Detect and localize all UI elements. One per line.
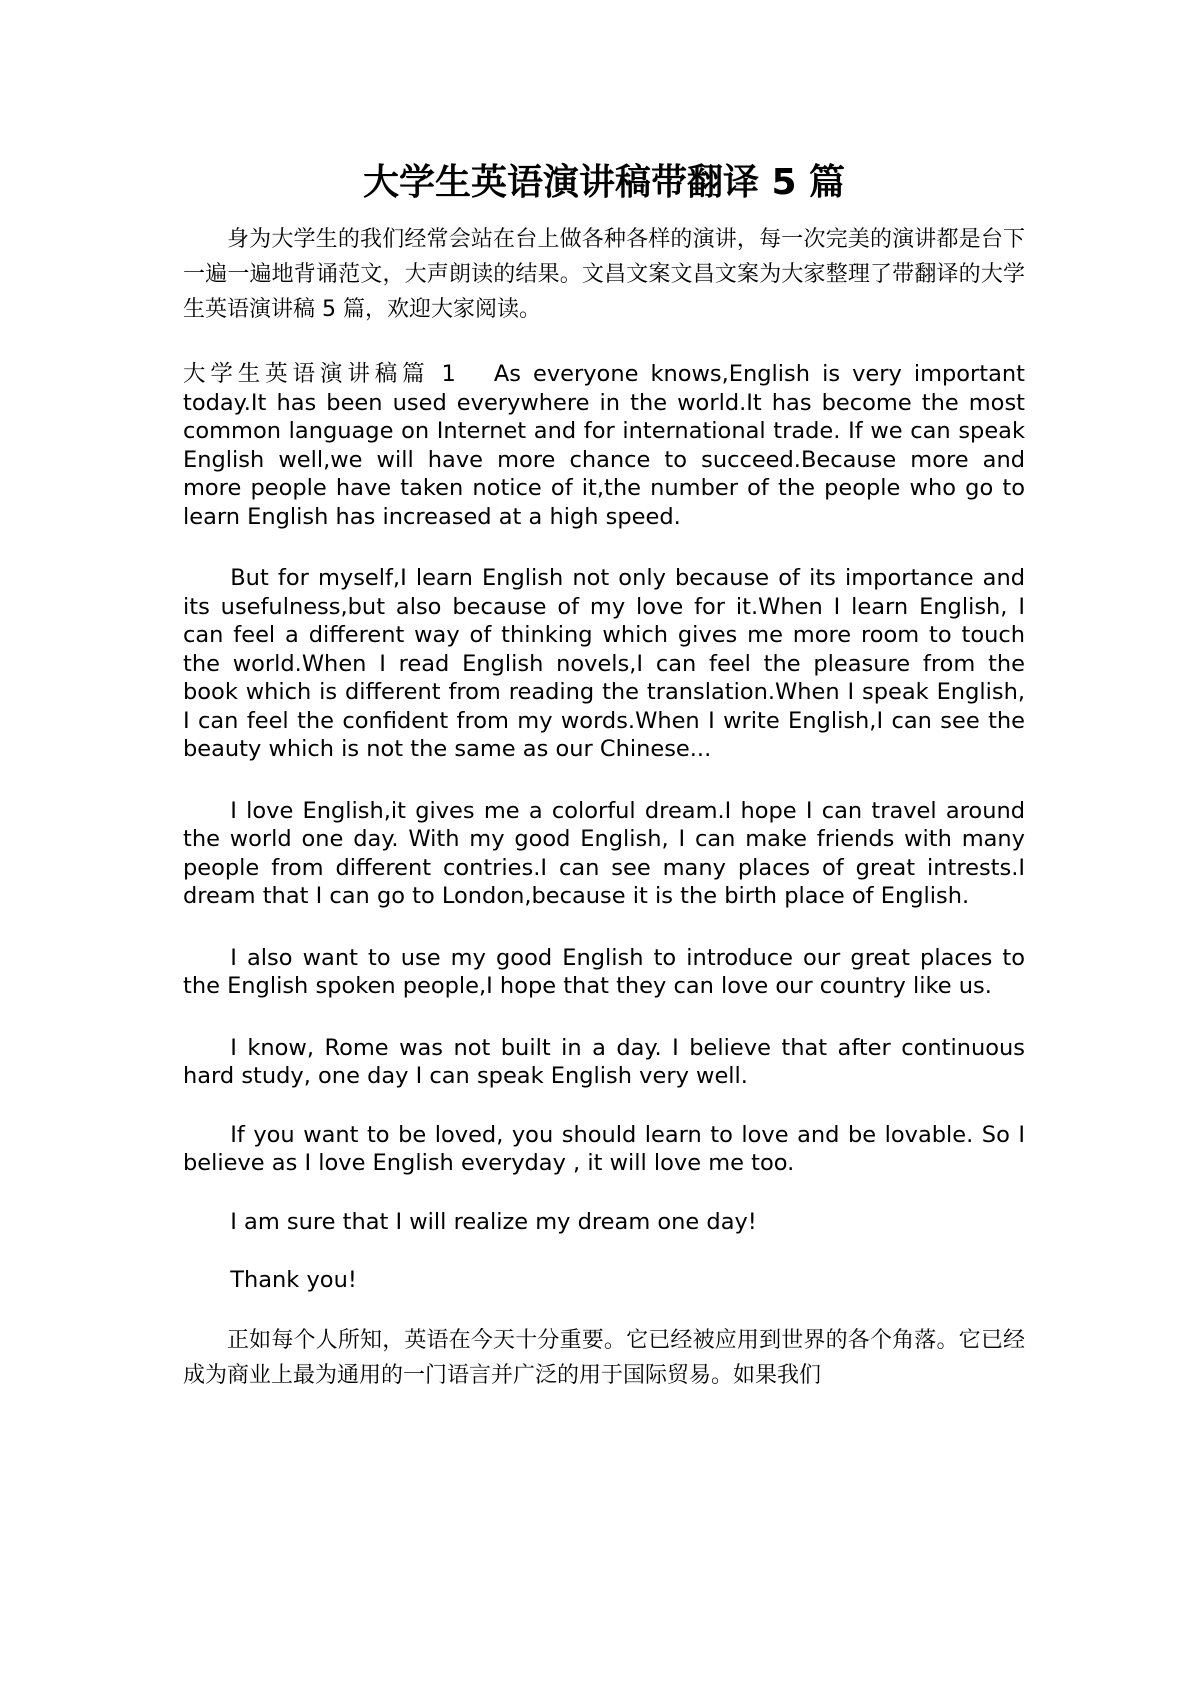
intro-paragraph: 身为大学生的我们经常会站在台上做各种各样的演讲，每一次完美的演讲都是台下一遍一遍地背诵范文，大声朗读的结果。文昌文案文昌文案为大家整理了带翻译的大学生英语演讲稿 5 篇，欢迎大家阅读。 [183, 227, 1025, 322]
speech-paragraph-8: Thank you! [230, 1267, 357, 1293]
section-heading: 大学生英语演讲稿篇 1 [183, 361, 456, 387]
speech-paragraph-2: But for myself,I learn English not only because of its importance and its usefulness,but also because of my love for it.When I learn English, I can feel a different way of thinking which gives me more room to touch the world.When I read English novels,I can feel the pleasure from the book which is different from reading the translation.When I speak English, I can feel the confident from my words.When I write English,I can see the beauty which is not the same as our Chinese... [183, 565, 1025, 762]
speech-paragraph-7: I am sure that I will realize my dream one day! [230, 1208, 757, 1235]
translation-paragraph: 正如每个人所知，英语在今天十分重要。它已经被应用到世界的各个角落。它已经成为商业上最为通用的一门语言并广泛的用于国际贸易。如果我们 [183, 1327, 1025, 1388]
document-page [183, 160, 1025, 1393]
speech-paragraph-5: I know, Rome was not built in a day. I believe that after continuous hard study, one day I can speak English very well. [183, 1034, 1025, 1089]
speech-paragraph-1 [183, 360, 1025, 531]
document-title: 大学生英语演讲稿带翻译 5 篇 [362, 162, 846, 203]
speech-paragraph-4: I also want to use my good English to introduce our great places to the English spoken people,I hope that they can love our country like us. [183, 944, 1025, 999]
speech-paragraph-6: If you want to be loved, you should learn to love and be lovable. So I believe as I love English everyday , it will love me too. [183, 1121, 1025, 1176]
speech-paragraph-3: I love English,it gives me a colorful dream.I hope I can travel around the world one day. With my good English, I can make friends with many people from different contries.I can see many places of great intrests.I dream that I can go to London,because it is the birth place of English. [183, 797, 1025, 909]
speech-paragraph-1-text: As everyone knows,English is very important today.It has been used everywhere in the world.It has become the most common language on Internet and for international trade. If we can speak English well,we will have more chance to succeed.Because more and more people have taken notice of it,the number of the people who go to learn English has increased at a high speed. [183, 361, 1025, 530]
